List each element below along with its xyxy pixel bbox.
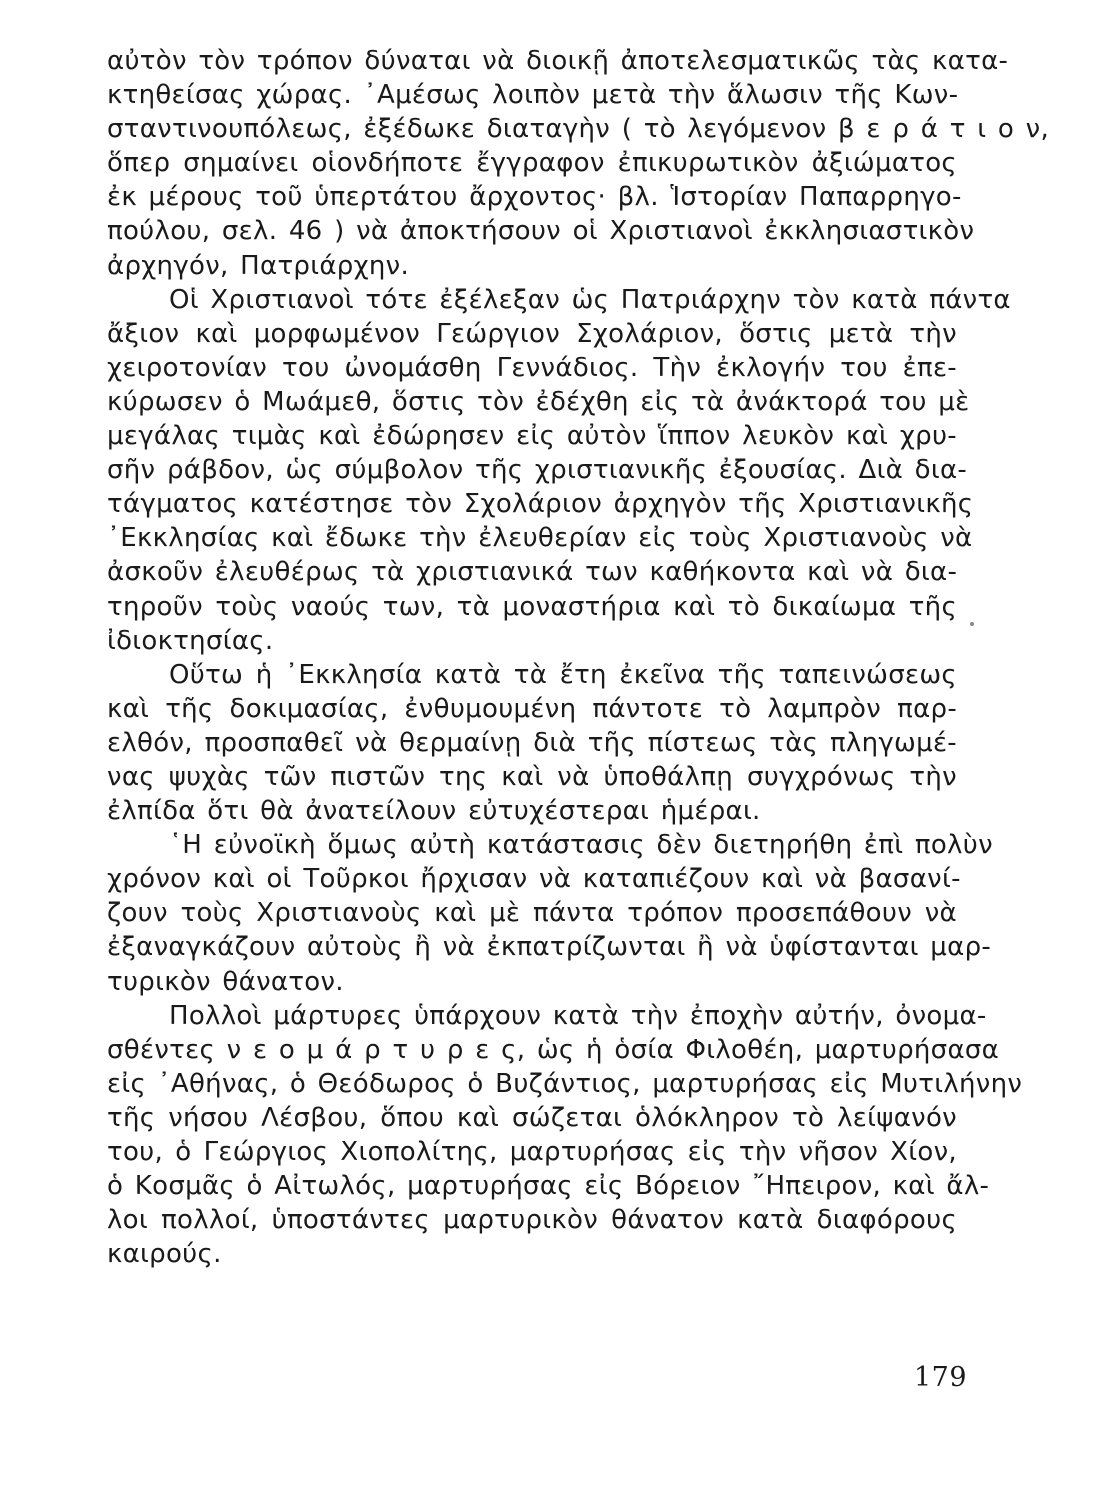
text-line: τάγματος κατέστησε τὸν Σχολάριον ἀρχηγὸν τῆς Χριστιανικῆς bbox=[107, 489, 974, 520]
text-line: Πολλοὶ μάρτυρες ὑπάρχουν κατὰ τὴν ἐποχὴν αὐτήν, ὀνομα- bbox=[169, 1000, 987, 1031]
text-line: σταντινουπόλεως, ἐξέδωκε διαταγὴν ( τὸ λεγόμενον β ε ρ ά τ ι ο ν, bbox=[107, 114, 1050, 145]
text-line: Οἱ Χριστιανοὶ τότε ἐξέλεξαν ὡς Πατριάρχην τὸν κατὰ πάντα bbox=[169, 284, 1011, 315]
text-line: καὶ τῆς δοκιμασίας, ἐνθυμουμένη πάντοτε τὸ λαμπρὸν παρ- bbox=[107, 693, 957, 724]
text-line: μεγάλας τιμὰς καὶ ἐδώρησεν εἰς αὐτὸν ἵππον λευκὸν καὶ χρυ- bbox=[107, 421, 957, 452]
text-line: ἄξιον καὶ μορφωμένον Γεώργιον Σχολάριον, ὅστις μετὰ τὴν bbox=[107, 318, 957, 349]
text-line: ῾Η εὐνοϊκὴ ὅμως αὐτὴ κατάστασις δὲν διετηρήθη ἐπὶ πολὺν bbox=[169, 830, 993, 861]
page-number: 179 bbox=[914, 1362, 968, 1393]
text-line: τῆς νήσου Λέσβου, ὅπου καὶ σώζεται ὁλόκληρον τὸ λείψανόν bbox=[107, 1102, 957, 1133]
text-line: ὁ Κοσμᾶς ὁ Αἰτωλός, μαρτυρήσας εἰς Βόρειον ῎Ηπειρον, καὶ ἄλ- bbox=[107, 1171, 990, 1202]
text-line: ἀσκοῦν ἐλευθέρως τὰ χριστιανικά των καθήκοντα καὶ νὰ δια- bbox=[107, 557, 958, 588]
text-line: Οὕτω ἡ ᾿Εκκλησία κατὰ τὰ ἔτη ἐκεῖνα τῆς ταπεινώσεως bbox=[169, 659, 957, 690]
text-line: χειροτονίαν του ὠνομάσθη Γεννάδιος. Τὴν ἐκλογήν του ἐπε- bbox=[107, 352, 957, 383]
text-line: ζουν τοὺς Χριστιανοὺς καὶ μὲ πάντα τρόπον προσεπάθουν νὰ bbox=[107, 898, 957, 929]
text-line: τηροῦν τοὺς ναούς των, τὰ μοναστήρια καὶ τὸ δικαίωμα τῆς bbox=[107, 591, 957, 622]
text-line: τυρικὸν θάνατον. bbox=[107, 966, 344, 997]
text-line: ᾿Εκκλησίας καὶ ἔδωκε τὴν ἐλευθερίαν εἰς τοὺς Χριστιανοὺς νὰ bbox=[107, 523, 973, 554]
text-line: ἀρχηγόν, Πατριάρχην. bbox=[107, 250, 410, 281]
text-line: ελθόν, προσπαθεῖ νὰ θερμαίνῃ διὰ τῆς πίστεως τὰς πληγωμέ- bbox=[107, 727, 957, 758]
text-line: νας ψυχὰς τῶν πιστῶν της καὶ νὰ ὑποθάλπῃ συγχρόνως τὴν bbox=[107, 761, 957, 792]
text-line: ἐξαναγκάζουν αὐτοὺς ἢ νὰ ἐκπατρίζωνται ἢ νὰ ὑφίστανται μαρ- bbox=[107, 932, 992, 963]
text-line: λοι πολλοί, ὑποστάντες μαρτυρικὸν θάνατον κατὰ διαφόρους bbox=[107, 1205, 957, 1236]
print-speck bbox=[970, 622, 974, 626]
text-line: ἐκ μέρους τοῦ ὑπερτάτου ἄρχοντος· βλ. Ἱστορίαν Παπαρρηγο- bbox=[107, 182, 962, 213]
text-line: χρόνον καὶ οἱ Τοῦρκοι ἤρχισαν νὰ καταπιέζουν καὶ νὰ βασανί- bbox=[107, 864, 961, 895]
text-line: σῆν ράβδον, ὡς σύμβολον τῆς χριστιανικῆς ἐξουσίας. Διὰ δια- bbox=[107, 455, 968, 486]
text-line: σθέντες ν ε ο μ ά ρ τ υ ρ ε ς, ὡς ἡ ὁσία Φιλοθέη, μαρτυρήσασα bbox=[107, 1034, 1000, 1065]
body-text bbox=[107, 44, 1050, 1271]
text-line: κτηθείσας χώρας. ᾿Αμέσως λοιπὸν μετὰ τὴν ἅλωσιν τῆς Κων- bbox=[107, 80, 959, 111]
text-line: ἐλπίδα ὅτι θὰ ἀνατείλουν εὐτυχέστεραι ἡμέραι. bbox=[107, 796, 761, 827]
text-line: αὐτὸν τὸν τρόπον δύναται νὰ διοικῇ ἀποτελεσματικῶς τὰς κατα- bbox=[107, 46, 1009, 76]
text-line: του, ὁ Γεώργιος Χιοπολίτης, μαρτυρήσας εἰς τὴν νῆσον Χίον, bbox=[107, 1137, 957, 1167]
text-line: πούλου, σελ. 46 ) νὰ ἀποκτήσουν οἱ Χριστιανοὶ ἐκκλησιαστικὸν bbox=[107, 216, 975, 247]
text-line: ἰδιοκτησίας. bbox=[107, 625, 274, 656]
text-line: κύρωσεν ὁ Μωάμεθ, ὅστις τὸν ἐδέχθη εἰς τὰ ἀνάκτορά του μὲ bbox=[107, 386, 970, 417]
text-line: καιρούς. bbox=[107, 1239, 222, 1270]
text-line: ὅπερ σημαίνει οἱονδήποτε ἔγγραφον ἐπικυρωτικὸν ἀξιώματος bbox=[107, 148, 957, 179]
text-line: εἰς ᾿Αθήνας, ὁ Θεόδωρος ὁ Βυζάντιος, μαρτυρήσας εἰς Μυτιλήνην bbox=[107, 1068, 1023, 1099]
